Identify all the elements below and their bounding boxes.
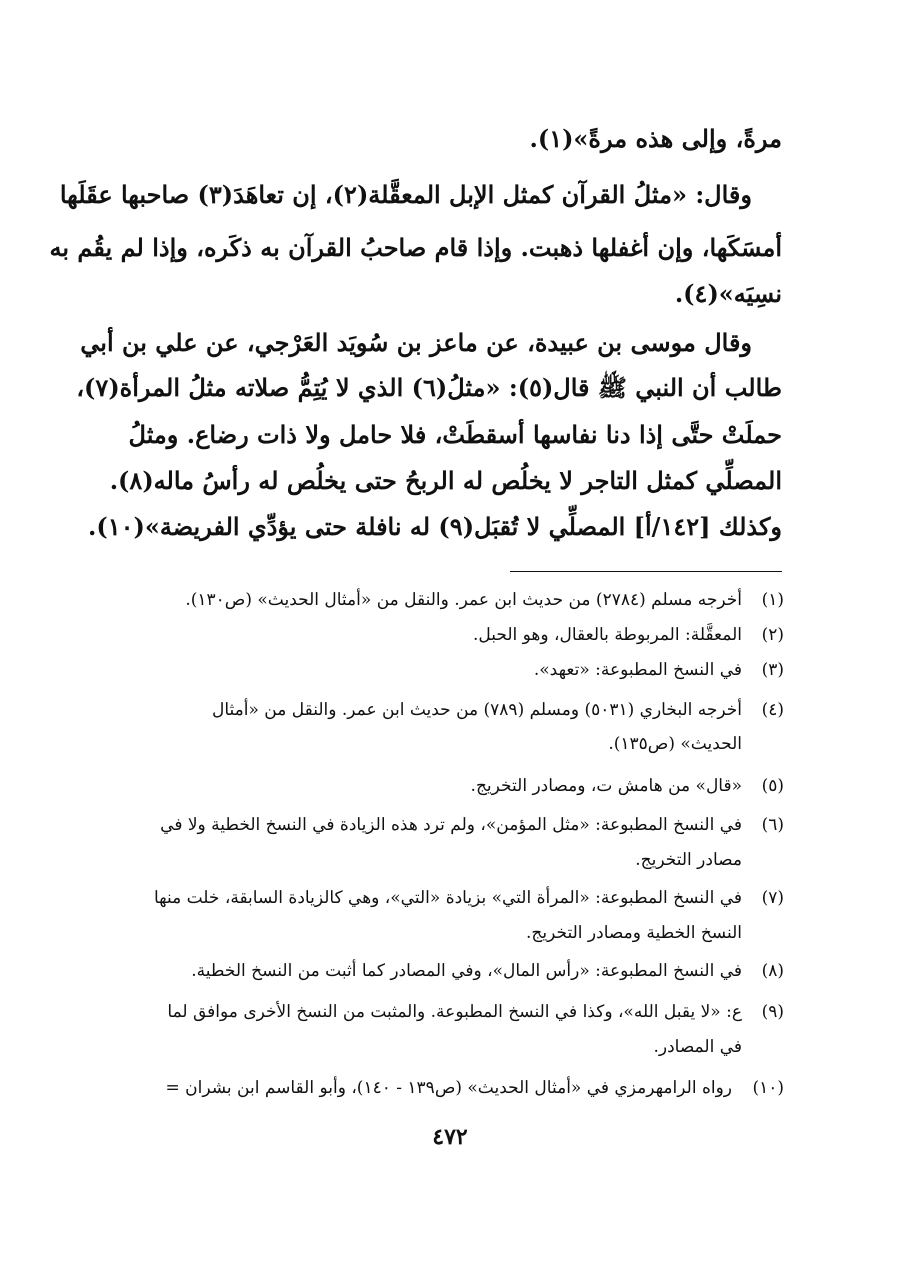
footnote-text: في المصادر. — [653, 1037, 742, 1057]
text-line: المصلِّي كمثل التاجر لا يخلُص له الربحُ حتى يخلُص له رأسُ ماله(٨). — [109, 466, 782, 495]
footnote-7 — [112, 888, 784, 952]
text-line: حملَتْ حتَّى إذا دنا نفاسها أسقطَتْ، فلا حامل ولا ذات رضاع. ومثلُ — [128, 420, 782, 449]
page-number: ٤٧٢ — [432, 1124, 468, 1150]
text-line: وكذلك [١٤٢/أ] المصلِّي لا تُقبَل(٩) له نافلة حتى يؤدِّي الفريضة»(١٠). — [87, 512, 782, 541]
footnote-10 — [112, 1078, 784, 1102]
footnote-text: رواه الرامهرمزي في «أمثال الحديث» (ص١٣٩ - ١٤٠)، وأبو القاسم ابن بشران = — [165, 1078, 732, 1098]
text-line: أمسَكَها، وإن أغفلها ذهبت. وإذا قام صاحبُ القرآن به ذكَره، وإذا لم يقُم به — [49, 233, 782, 262]
footnote-number: (٢) — [761, 625, 784, 645]
footnote-number: (١) — [761, 590, 784, 610]
text-line: مرةً، وإلى هذه مرةً»(١). — [529, 124, 782, 153]
text-line: وقال موسى بن عبيدة، عن ماعز بن سُويَد العَرْجي، عن علي بن أبي — [80, 328, 752, 357]
footnote-6 — [112, 815, 784, 879]
footnote-9 — [112, 1002, 784, 1066]
footnote-number: (٣) — [761, 660, 784, 680]
footnote-8 — [112, 961, 784, 985]
footnote-text: أخرجه مسلم (٢٧٨٤) من حديث ابن عمر. والنقل من «أمثال الحديث» (ص١٣٠). — [185, 590, 742, 610]
text-line: وقال: «مثلُ القرآن كمثل الإبل المعقَّلة(٢)، إن تعاهَدَ(٣) صاحبها عقَلَها — [59, 180, 752, 209]
footnote-text: في النسخ المطبوعة: «المرأة التي» بزيادة «التي»، وهي كالزيادة السابقة، خلت منها — [153, 888, 742, 908]
main-text — [49, 0, 782, 560]
footnote-number: (٨) — [761, 961, 784, 981]
footnote-2 — [112, 625, 784, 649]
footnote-text: مصادر التخريج. — [635, 850, 742, 870]
footnote-5 — [112, 776, 784, 800]
footnote-number: (٥) — [761, 776, 784, 796]
footnote-text: المعقَّلة: المربوطة بالعقال، وهو الحبل. — [472, 625, 742, 645]
footnote-text: أخرجه البخاري (٥٠٣١) ومسلم (٧٨٩) من حديث ابن عمر. والنقل من «أمثال — [212, 700, 742, 720]
footnote-text: النسخ الخطية ومصادر التخريج. — [526, 923, 742, 943]
footnote-4 — [112, 700, 784, 764]
footnote-text: الحديث» (ص١٣٥). — [608, 734, 742, 754]
text-line: طالب أن النبي ﷺ قال(٥): «مثلُ(٦) الذي لا يُتِمُّ صلاته مثلُ المرأة(٧)، — [76, 373, 782, 402]
footnote-1 — [112, 590, 784, 614]
footnote-text: في النسخ المطبوعة: «رأس المال»، وفي المصادر كما أثبت من النسخ الخطية. — [191, 961, 742, 981]
text-line: نسِيَه»(٤). — [674, 279, 782, 308]
footnote-text: ع: «لا يقبل الله»، وكذا في النسخ المطبوعة. والمثبت من النسخ الأخرى موافق لما — [167, 1002, 742, 1022]
footnote-3 — [112, 660, 784, 684]
footnote-number: (٦) — [761, 815, 784, 835]
footnote-text: في النسخ المطبوعة: «مثل المؤمن»، ولم ترد هذه الزيادة في النسخ الخطية ولا في — [160, 815, 742, 835]
footnote-number: (٧) — [761, 888, 784, 908]
footnote-number: (٤) — [761, 700, 784, 720]
footnote-number: (١٠) — [752, 1078, 784, 1098]
footnote-number: (٩) — [761, 1002, 784, 1022]
footnote-text: في النسخ المطبوعة: «تعهد». — [533, 660, 742, 680]
footnote-separator — [510, 571, 782, 572]
footnote-text: «قال» من هامش ت، ومصادر التخريج. — [470, 776, 742, 796]
